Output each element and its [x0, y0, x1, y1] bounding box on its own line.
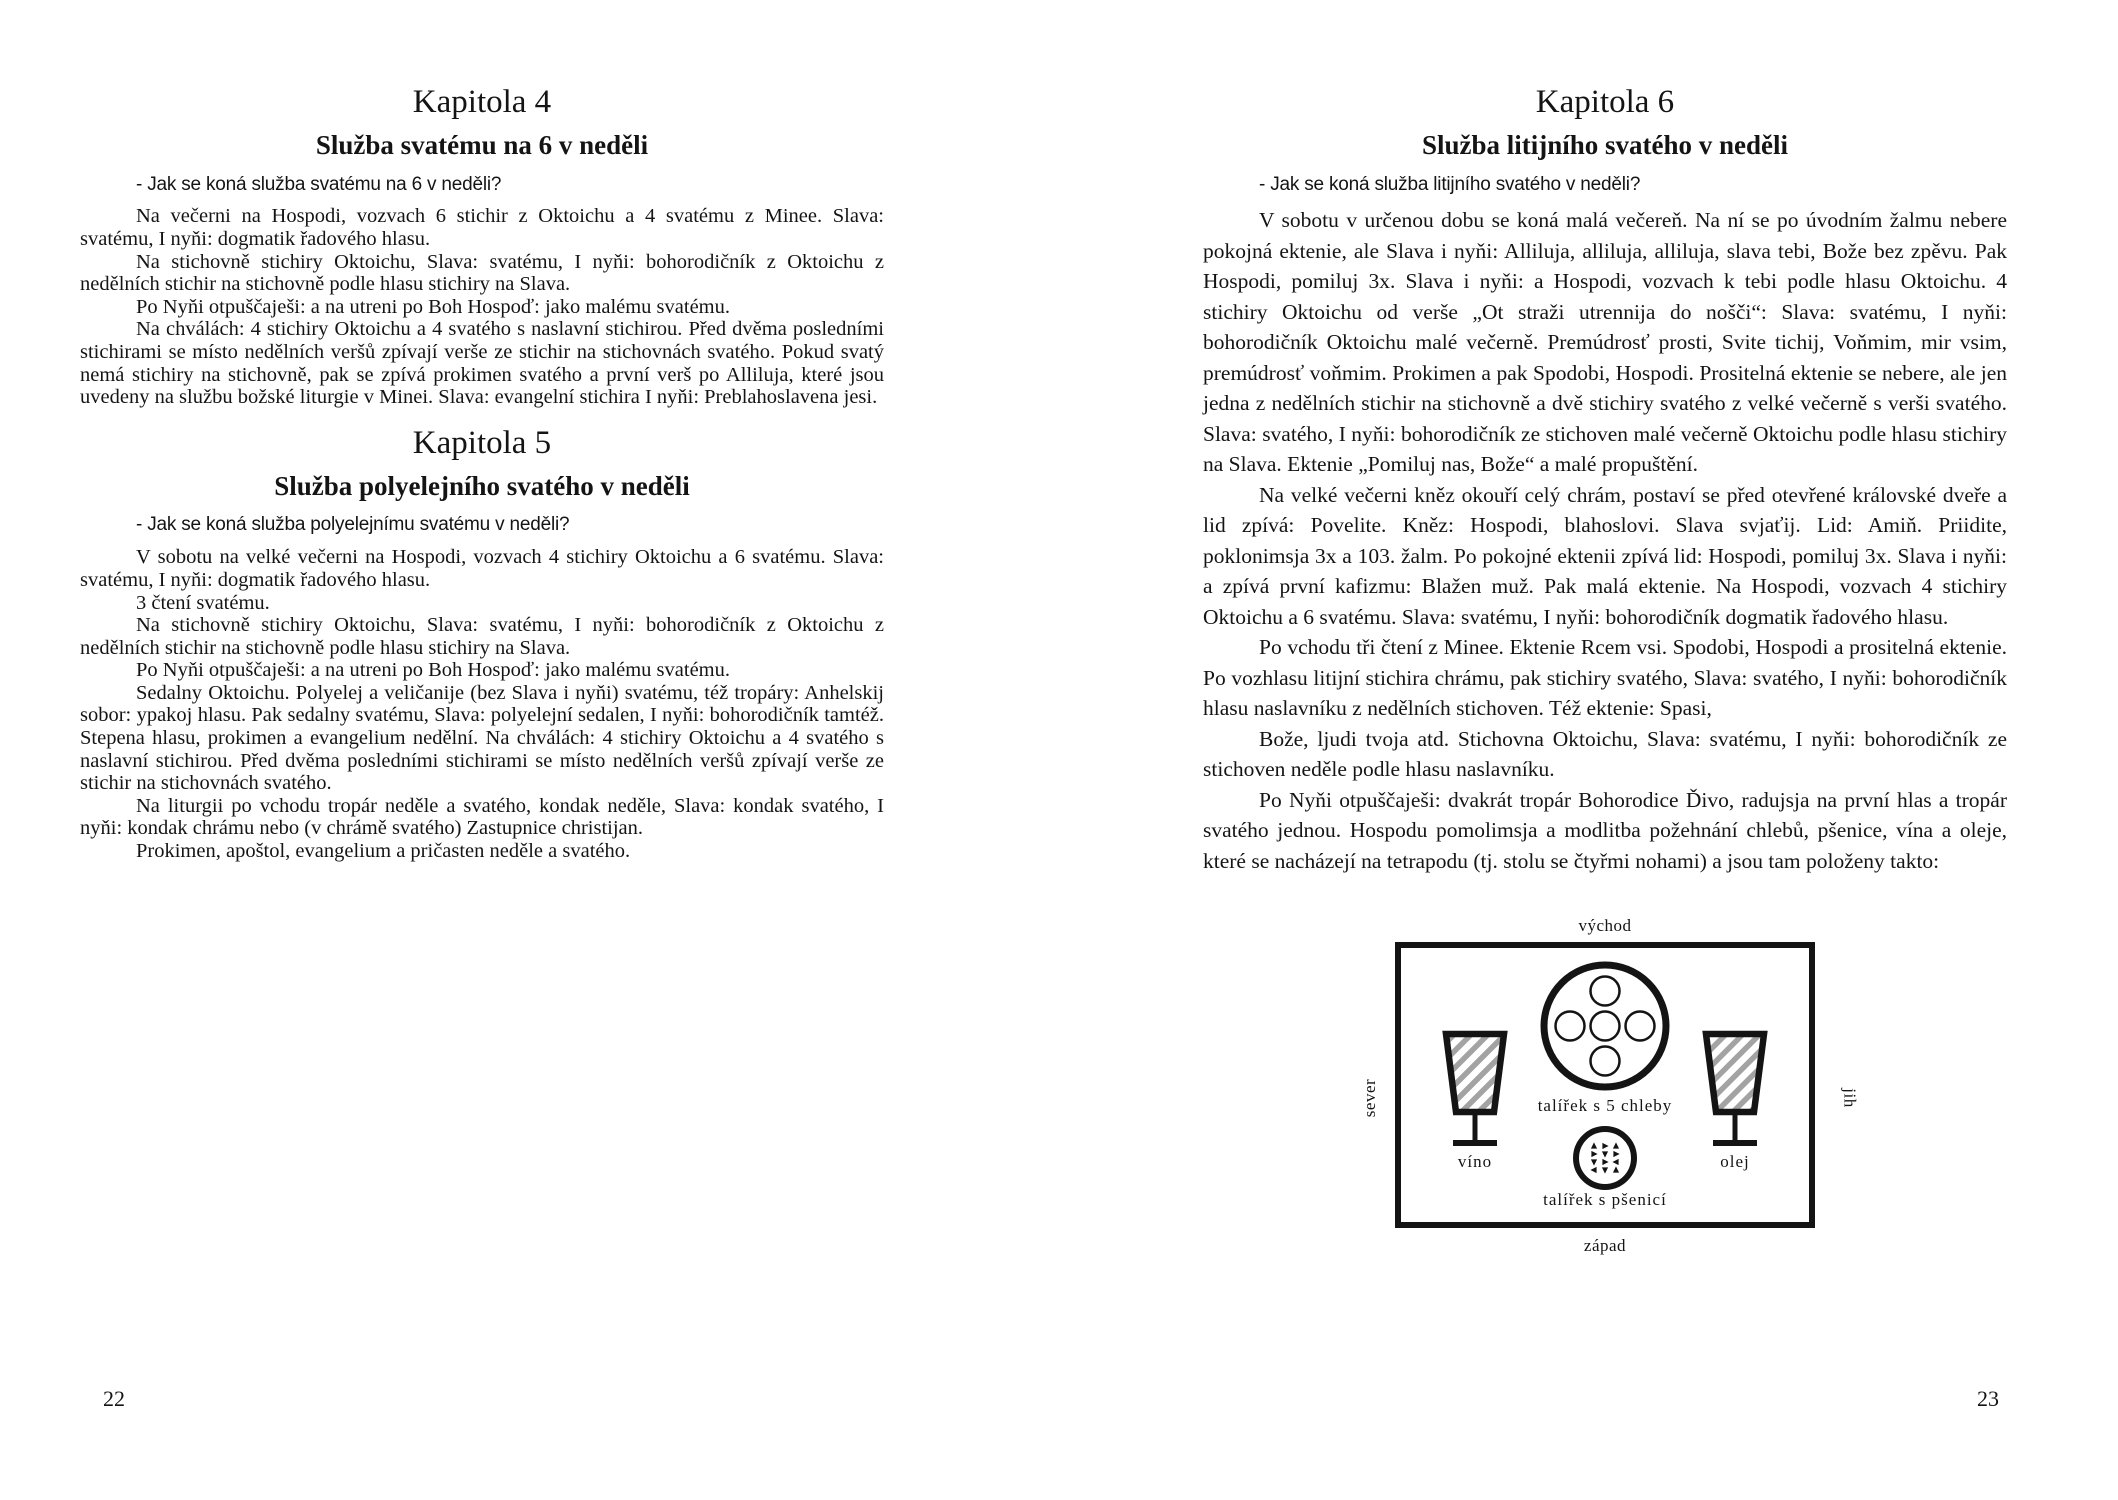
chapter-5-title: Služba polyelejního svatého v neděli: [274, 470, 690, 501]
chapter-5-section: [80, 425, 884, 863]
oil-goblet-icon: [1706, 1034, 1764, 1146]
body-paragraph: Na večerni na Hospodi, vozvach 6 stichir z Oktoichu a 4 svatému z Minee. Slava: svatému, I nyňi: dogmatik řadového hlasu.: [80, 205, 884, 251]
chapter-5-question: - Jak se koná služba polyelejnímu svatému v neděli?: [136, 514, 570, 536]
body-paragraph: Na stichovně stichiry Oktoichu, Slava: svatému, I nyňi: bohorodičník z Oktoichu z nedělních stichir na stichovně podle hlasu stichiry na Slava.: [80, 250, 884, 296]
body-paragraph: Na chválách: 4 stichiry Oktoichu a 4 svatého s naslavní stichirou. Před dvěma posledními stichirami se místo nedělních veršů zpívají verše ze stichir na stichovnách svatého. Pokud svatý nemá stichiry na stichovně, pak se zpívá prokimen svatého a první verš po Alliluja, které jsou uvedeny na službu božské liturgie v Minei. Slava: evangelní stichira I nyňi: Preblahoslavena jesi.: [80, 318, 884, 409]
direction-label-west: západ: [1583, 1236, 1627, 1256]
body-paragraph: Prokimen, apoštol, evangelium a pričasten neděle a svatého.: [136, 840, 631, 863]
body-paragraph: Na liturgii po vchodu tropár neděle a svatého, kondak neděle, Slava: kondak svatého, I nyňi: kondak chrámu nebo (v chrámě svatého) Zastupnice christijan.: [80, 794, 884, 840]
tetrapod-items-graphic: [1401, 948, 1809, 1222]
chapter-5-heading: Kapitola 5: [412, 424, 552, 461]
body-paragraph: Po Nyňi otpuščaješi: dvakrát tropár Bohorodice Ďivo, radujsja na první hlas a tropár svatého jednou. Hospodu pomolimsja a modlitba požehnání chlebů, pšenice, vína a oleje, které se nacházejí na tetrapodu (tj. stolu se čtyřmi nohami) a jsou tam položeny takto:: [1203, 787, 2007, 873]
page-number-left: 22: [103, 1386, 125, 1411]
direction-label-north: sever: [1360, 1079, 1380, 1118]
chapter-6-heading: Kapitola 6: [1535, 84, 1675, 120]
tetrapod-table-outline: [1395, 942, 1815, 1228]
wine-goblet-icon: [1446, 1034, 1504, 1146]
chapter-4-heading: Kapitola 4: [412, 84, 552, 120]
page-right-content: [1203, 0, 2007, 1256]
body-paragraph: Po vchodu tři čtení z Minee. Ektenie Rcem vsi. Spodobi, Hospodi a prositelná ektenie. Po vozhlasu litijní stichira chrámu, pak stichiry svatého, Slava: svatého, I nyňi: bohorodičník hlasu naslavníku z nedělních stichoven. Též ektenie: Spasi,: [1203, 635, 2007, 721]
oil-label: olej: [1720, 1152, 1750, 1172]
body-paragraph: V sobotu na velké večerni na Hospodi, vozvach 4 stichiry Oktoichu a 6 svatému. Slava: svatému, I nyňi: dogmatik řadového hlasu.: [80, 546, 884, 591]
page-right: [1059, 0, 2118, 1500]
body-paragraph: 3 čtení svatému.: [136, 591, 270, 614]
wheat-plate-label: talířek s pšenicí: [1543, 1190, 1667, 1210]
bread-plate-icon: [1544, 965, 1666, 1087]
chapter-4-title: Služba svatému na 6 v neděli: [315, 129, 649, 160]
direction-label-east: východ: [1578, 916, 1632, 936]
body-paragraph: Po Nyňi otpuščaješi: a na utreni po Boh Hospoď: jako malému svatému.: [136, 659, 730, 682]
body-paragraph: Bože, ljudi tvoja atd. Stichovna Oktoichu, Slava: svatému, I nyňi: bohorodičník ze stichoven neděle podle hlasu naslavníku.: [1203, 726, 2007, 782]
bread-plate-label: talířek s 5 chleby: [1537, 1096, 1673, 1116]
page-left-content: [80, 0, 884, 863]
chapter-6-section: [1203, 84, 2007, 876]
direction-label-south: jih: [1840, 1088, 1860, 1109]
wheat-grains: [1590, 1143, 1619, 1174]
wine-label: víno: [1457, 1152, 1493, 1172]
body-paragraph: V sobotu v určenou dobu se koná malá večereň. Na ní se po úvodním žalmu nebere pokojná ektenie, ale Slava i nyňi: Alliluja, alliluja, alliluja, slava tebi, Bože bez zpěvu. Pak Hospodi, pomiluj 3x. Slava i nyňi: a Hospodi, vozvach k tebi podle hlasu Oktoichu. 4 stichiry Oktoichu od verše „Ot straži utrennija do nošči“: Slava: svatému, I nyňi: bohorodičník Oktoichu malé večerně. Premúdrosť prosti, Svite tichij, Voňmim, mir vsim, premúdrosť voňmim. Prokimen a pak Spodobi, Hospodi. Prositelná ektenie se nebere, ale jen jedna z nedělních stichir na stichovně a dvě stichiry svatého z velké večerně s verši svatého. Slava: svatého, I nyňi: bohorodičník ze stichoven malé večerně Oktoichu podle hlasu stichiry na Slava. Ektenie „Pomiluj nas, Bože“ a malé propuštění.: [1203, 208, 2007, 477]
body-paragraph: Po Nyňi otpuščaješi: a na utreni po Boh Hospoď: jako malému svatému.: [136, 295, 730, 318]
chapter-4-section: [80, 84, 884, 409]
tetrapod-diagram: [1345, 916, 1865, 1256]
body-paragraph: Na stichovně stichiry Oktoichu, Slava: svatému, I nyňi: bohorodičník z Oktoichu z nedělních stichir na stichovně podle hlasu stichiry na Slava.: [80, 614, 884, 659]
chapter-6-question: - Jak se koná služba litijního svatého v neděli?: [1259, 173, 1641, 195]
page-number-right: 23: [1977, 1386, 1999, 1411]
body-paragraph: Sedalny Oktoichu. Polyelej a veličanije (bez Slava i nyňi) svatému, též tropáry: Anhelskij sobor: ypakoj hlasu. Pak sedalny svatému, Slava: polyelejní sedalen, I nyňi: bohorodičník tamtéž. Stepena hlasu, prokimen a evangelium nedělní. Na chválách: 4 stichiry Oktoichu a 4 svatého s naslavní stichirou. Před dvěma posledními stichirami se místo nedělních veršů zpívají verše ze stichir na stichovnách svatého.: [80, 681, 884, 795]
wheat-plate-icon: [1576, 1129, 1634, 1187]
chapter-6-title: Služba litijního svatého v neděli: [1421, 129, 1789, 160]
chapter-4-question: - Jak se koná služba svatému na 6 v neděli?: [136, 173, 502, 195]
body-paragraph: Na velké večerni kněz okouří celý chrám, postaví se před otevřené královské dveře a lid zpívá: Povelite. Kněz: Hospodi, blahoslovi. Slava svjaťij. Lid: Amiň. Priidite, poklonimsja 3x a 103. žalm. Po pokojné ektenii zpívá lid: Hospodi, pomiluj 3x. Slava i nyňi: a zpívá první kafizmu: Blažen muž. Pak malá ektenie. Na Hospodi, vozvach 4 stichiry Oktoichu a 6 svatému. Slava: svatému, I nyňi: bohorodičník dogmatik řadového hlasu.: [1203, 482, 2007, 629]
